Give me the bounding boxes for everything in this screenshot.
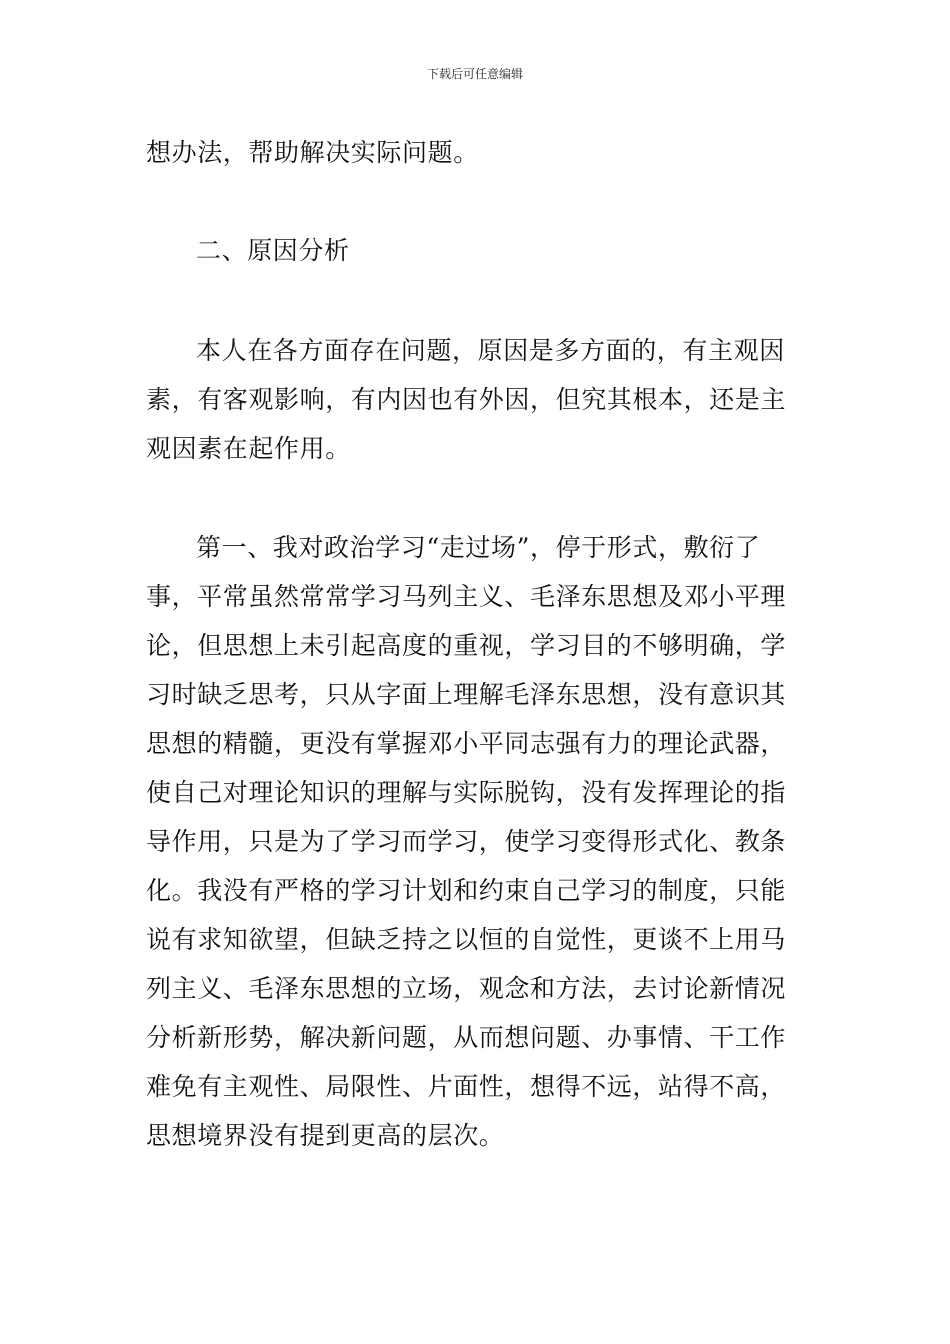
first-point-paragraph-text: 第一、我对政治学习“走过场”，停于形式，敷衍了事，平常虽然常常学习马列主义、毛泽东思想及邓小平理论，但思想上未引起高度的重视，学习目的不够明确，学习时缺乏思考，只从字面上理解毛泽东思想，没有意识其思想的精髓，更没有掌握邓小平同志强有力的理论武器，使自己对理论知识的理解与实际脱钩，没有发挥理论的指导作用，只是为了学习而学习，使学习变得形式化、教条化。我没有严格的学习计划和约束自己学习的制度，只能说有求知欲望，但缺乏持之以恒的自觉性，更谈不上用马列主义、毛泽东思想的立场，观念和方法，去讨论新情况分析新形势，解决新问题，从而想问题、办事情、干工作难免有主观性、局限性、片面性，想得不远，站得不高，思想境界没有提到更高的层次。: [146, 533, 787, 1150]
page-header-note: 下载后可任意编辑: [426, 67, 523, 81]
section-heading: [146, 226, 810, 275]
intro-paragraph-text: 本人在各方面存在问题，原因是多方面的，有主观因素，有客观影响，有内因也有外因，但究其根本，还是主观因素在起作用。: [146, 336, 787, 463]
section-heading-text: 二、原因分析: [196, 236, 350, 265]
first-point-paragraph: [146, 523, 810, 1160]
continued-paragraph: [146, 128, 810, 177]
intro-paragraph: [146, 326, 810, 473]
continued-paragraph-text: 想办法，帮助解决实际问题。: [146, 138, 479, 167]
